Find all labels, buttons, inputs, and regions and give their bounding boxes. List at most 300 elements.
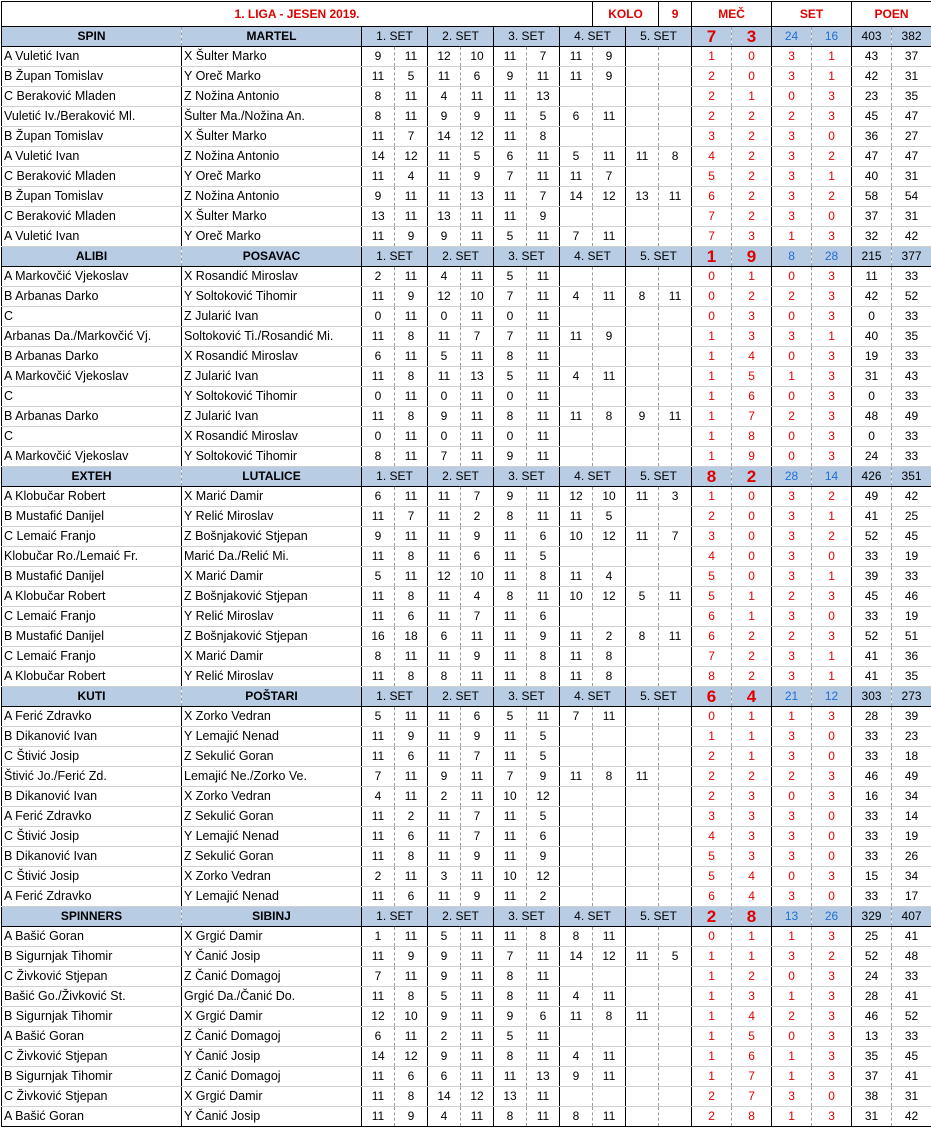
sets-total-away: 16 <box>812 27 852 47</box>
running-match-home: 2 <box>692 1087 732 1107</box>
set-score-cell <box>593 807 626 827</box>
game-sets-away: 3 <box>812 287 852 307</box>
points-total-home: 329 <box>852 907 892 927</box>
set-score-cell: 11 <box>527 147 560 167</box>
away-player: X Šulter Marko <box>182 207 362 227</box>
set-score-cell: 6 <box>560 107 593 127</box>
running-match-home: 6 <box>692 627 732 647</box>
game-points-home: 39 <box>852 567 892 587</box>
set-score-cell <box>593 347 626 367</box>
set-score-cell: 2 <box>362 267 395 287</box>
set-score-cell: 11 <box>395 387 428 407</box>
set-score-cell: 8 <box>494 407 527 427</box>
set-score-cell: 10 <box>494 787 527 807</box>
away-player: X Marić Damir <box>182 647 362 667</box>
set-score-cell <box>626 567 659 587</box>
set-score-cell: 6 <box>461 67 494 87</box>
game-points-away: 33 <box>892 347 931 367</box>
game-sets-away: 3 <box>812 787 852 807</box>
home-player: C Lemaić Franjo <box>2 607 182 627</box>
set-score-cell <box>626 1107 659 1127</box>
set-score-cell: 9 <box>494 487 527 507</box>
away-player: Y Čanić Josip <box>182 1107 362 1127</box>
home-player: B Sigurnjak Tihomir <box>2 1007 182 1027</box>
set-score-cell: 11 <box>395 207 428 227</box>
set-score-cell: 9 <box>428 407 461 427</box>
set-score-cell <box>560 727 593 747</box>
running-match-away: 1 <box>732 587 772 607</box>
home-player: C Štivić Josip <box>2 827 182 847</box>
game-sets-away: 3 <box>812 307 852 327</box>
game-points-home: 33 <box>852 547 892 567</box>
game-points-home: 0 <box>852 427 892 447</box>
set-score-cell: 11 <box>659 407 692 427</box>
set-score-cell: 4 <box>560 367 593 387</box>
set-score-cell: 4 <box>560 287 593 307</box>
game-sets-home: 0 <box>772 427 812 447</box>
set-score-cell: 11 <box>560 167 593 187</box>
set-score-cell: 12 <box>428 287 461 307</box>
game-row <box>2 347 931 367</box>
home-player: B Dikanović Ivan <box>2 847 182 867</box>
set-score-cell: 5 <box>527 807 560 827</box>
game-points-away: 47 <box>892 107 931 127</box>
match-header-row <box>2 247 931 267</box>
game-points-home: 45 <box>852 587 892 607</box>
set-score-cell: 5 <box>494 1027 527 1047</box>
set-score-cell: 7 <box>362 967 395 987</box>
set-score-cell <box>626 727 659 747</box>
set-score-cell: 11 <box>560 407 593 427</box>
game-sets-away: 3 <box>812 587 852 607</box>
running-match-away: 2 <box>732 647 772 667</box>
set-score-cell: 11 <box>428 547 461 567</box>
set-score-cell <box>659 867 692 887</box>
set-score-cell: 11 <box>593 1107 626 1127</box>
set-score-cell: 13 <box>527 1067 560 1087</box>
set-score-cell <box>626 447 659 467</box>
set-score-cell <box>593 207 626 227</box>
game-row <box>2 1067 931 1087</box>
league-title: 1. LIGA - JESEN 2019. <box>2 2 593 27</box>
game-points-away: 41 <box>892 927 931 947</box>
away-player: X Rosandić Miroslav <box>182 267 362 287</box>
set-score-cell: 0 <box>428 307 461 327</box>
match-header-row <box>2 687 931 707</box>
set-score-cell <box>626 847 659 867</box>
match-score-home: 6 <box>692 687 732 707</box>
set-score-cell <box>560 207 593 227</box>
set-score-cell <box>659 1047 692 1067</box>
set-score-cell: 5 <box>560 147 593 167</box>
set-score-cell: 11 <box>527 1047 560 1067</box>
game-sets-away: 1 <box>812 567 852 587</box>
set-score-cell <box>659 387 692 407</box>
running-match-away: 1 <box>732 607 772 627</box>
game-row <box>2 867 931 887</box>
away-player: Y Lemajić Nenad <box>182 887 362 907</box>
set-score-cell <box>593 1087 626 1107</box>
game-sets-away: 3 <box>812 987 852 1007</box>
set-score-cell <box>560 827 593 847</box>
running-match-away: 8 <box>732 427 772 447</box>
away-player: X Šulter Marko <box>182 127 362 147</box>
game-sets-home: 3 <box>772 67 812 87</box>
set-score-cell: 8 <box>494 987 527 1007</box>
set-score-cell: 11 <box>494 667 527 687</box>
set-score-cell: 11 <box>461 767 494 787</box>
set-column-header: 1. SET <box>362 907 428 927</box>
set-score-cell: 11 <box>494 207 527 227</box>
game-sets-away: 1 <box>812 667 852 687</box>
home-player: B Župan Tomislav <box>2 187 182 207</box>
set-score-cell: 9 <box>428 767 461 787</box>
game-sets-home: 1 <box>772 367 812 387</box>
game-points-home: 31 <box>852 367 892 387</box>
set-score-cell: 11 <box>659 187 692 207</box>
set-score-cell: 7 <box>461 827 494 847</box>
game-sets-home: 3 <box>772 807 812 827</box>
round-label: KOLO <box>593 2 659 27</box>
set-score-cell <box>659 847 692 867</box>
set-score-cell: 11 <box>659 287 692 307</box>
running-match-away: 5 <box>732 1027 772 1047</box>
home-player: B Mustafić Danijel <box>2 567 182 587</box>
set-score-cell <box>626 267 659 287</box>
home-player: C Beraković Mladen <box>2 87 182 107</box>
match-score-home: 1 <box>692 247 732 267</box>
home-player: A Bašić Goran <box>2 1027 182 1047</box>
game-sets-away: 0 <box>812 1087 852 1107</box>
game-sets-away: 3 <box>812 1047 852 1067</box>
set-score-cell <box>659 1027 692 1047</box>
set-score-cell: 11 <box>494 807 527 827</box>
home-player: C Štivić Josip <box>2 747 182 767</box>
set-score-cell: 8 <box>527 667 560 687</box>
away-player: Y Soltoković Tihomir <box>182 287 362 307</box>
game-sets-away: 1 <box>812 507 852 527</box>
set-score-cell: 7 <box>494 287 527 307</box>
set-score-cell: 14 <box>362 147 395 167</box>
running-match-away: 1 <box>732 927 772 947</box>
set-score-cell: 11 <box>461 447 494 467</box>
set-score-cell: 11 <box>527 427 560 447</box>
set-score-cell: 11 <box>494 927 527 947</box>
set-score-cell: 12 <box>593 587 626 607</box>
game-row <box>2 187 931 207</box>
away-player: Z Jularić Ivan <box>182 407 362 427</box>
set-score-cell: 5 <box>527 747 560 767</box>
set-score-cell: 11 <box>428 707 461 727</box>
game-sets-away: 3 <box>812 767 852 787</box>
set-score-cell: 11 <box>593 987 626 1007</box>
running-match-home: 2 <box>692 747 732 767</box>
set-score-cell: 3 <box>659 487 692 507</box>
running-match-away: 2 <box>732 167 772 187</box>
away-team-name: MARTEL <box>182 27 362 47</box>
game-points-home: 37 <box>852 1067 892 1087</box>
game-row <box>2 107 931 127</box>
running-match-home: 2 <box>692 107 732 127</box>
set-score-cell: 8 <box>626 287 659 307</box>
running-match-home: 1 <box>692 387 732 407</box>
set-score-cell: 11 <box>461 267 494 287</box>
game-points-home: 46 <box>852 767 892 787</box>
away-player: X Grgić Damir <box>182 927 362 947</box>
set-score-cell: 11 <box>527 707 560 727</box>
home-player: A Klobučar Robert <box>2 487 182 507</box>
set-score-cell: 11 <box>395 427 428 447</box>
set-score-cell: 14 <box>428 1087 461 1107</box>
game-points-home: 0 <box>852 307 892 327</box>
points-total-away: 377 <box>892 247 931 267</box>
set-score-cell <box>659 547 692 567</box>
running-match-home: 3 <box>692 527 732 547</box>
running-match-away: 3 <box>732 227 772 247</box>
set-score-cell <box>560 607 593 627</box>
running-match-home: 1 <box>692 727 732 747</box>
game-points-home: 41 <box>852 667 892 687</box>
set-score-cell: 11 <box>560 647 593 667</box>
game-points-away: 19 <box>892 607 931 627</box>
set-score-cell <box>659 447 692 467</box>
set-score-cell <box>659 767 692 787</box>
running-match-home: 2 <box>692 787 732 807</box>
set-score-cell <box>560 887 593 907</box>
game-sets-home: 2 <box>772 407 812 427</box>
set-score-cell: 11 <box>428 847 461 867</box>
set-score-cell <box>659 567 692 587</box>
set-score-cell: 7 <box>527 187 560 207</box>
away-player: Z Bošnjaković Stjepan <box>182 627 362 647</box>
set-column-header: 4. SET <box>560 467 626 487</box>
set-score-cell: 11 <box>626 527 659 547</box>
set-score-cell: 5 <box>494 707 527 727</box>
set-score-cell: 11 <box>395 647 428 667</box>
game-points-home: 58 <box>852 187 892 207</box>
set-score-cell <box>560 1087 593 1107</box>
running-match-home: 0 <box>692 267 732 287</box>
game-points-home: 42 <box>852 287 892 307</box>
set-score-cell: 4 <box>560 1047 593 1067</box>
set-score-cell <box>659 727 692 747</box>
game-row <box>2 207 931 227</box>
game-sets-away: 3 <box>812 1067 852 1087</box>
game-points-home: 32 <box>852 227 892 247</box>
home-team-name: EXTEH <box>2 467 182 487</box>
game-sets-home: 0 <box>772 867 812 887</box>
points-total-home: 426 <box>852 467 892 487</box>
game-row <box>2 627 931 647</box>
set-score-cell: 9 <box>395 227 428 247</box>
game-sets-home: 0 <box>772 787 812 807</box>
set-column-header: 2. SET <box>428 27 494 47</box>
set-score-cell: 11 <box>593 227 626 247</box>
set-score-cell: 2 <box>362 867 395 887</box>
set-column-header: 3. SET <box>494 907 560 927</box>
running-match-away: 3 <box>732 987 772 1007</box>
set-score-cell: 4 <box>560 987 593 1007</box>
set-score-cell: 11 <box>428 587 461 607</box>
game-sets-away: 3 <box>812 927 852 947</box>
set-score-cell: 6 <box>494 147 527 167</box>
game-row <box>2 307 931 327</box>
set-score-cell: 11 <box>461 1107 494 1127</box>
set-score-cell: 11 <box>362 827 395 847</box>
set-score-cell: 10 <box>494 867 527 887</box>
set-score-cell: 11 <box>461 967 494 987</box>
set-score-cell: 9 <box>461 167 494 187</box>
set-score-cell: 7 <box>461 327 494 347</box>
game-points-home: 33 <box>852 827 892 847</box>
set-score-cell <box>593 887 626 907</box>
set-column-header: 5. SET <box>626 247 692 267</box>
set-score-cell <box>593 747 626 767</box>
game-row <box>2 427 931 447</box>
set-score-cell: 7 <box>395 507 428 527</box>
set-score-cell: 11 <box>527 227 560 247</box>
home-player: B Mustafić Danijel <box>2 507 182 527</box>
set-score-cell: 11 <box>428 187 461 207</box>
away-player: Grgić Da./Čanić Do. <box>182 987 362 1007</box>
set-score-cell: 9 <box>428 227 461 247</box>
set-score-cell: 7 <box>362 767 395 787</box>
set-score-cell: 11 <box>560 567 593 587</box>
set-score-cell: 8 <box>428 667 461 687</box>
set-score-cell: 7 <box>494 327 527 347</box>
home-player: A Ferić Zdravko <box>2 807 182 827</box>
set-score-cell: 11 <box>626 947 659 967</box>
game-points-home: 11 <box>852 267 892 287</box>
set-score-cell: 5 <box>428 987 461 1007</box>
running-match-home: 0 <box>692 927 732 947</box>
game-sets-home: 0 <box>772 387 812 407</box>
set-score-cell: 2 <box>395 807 428 827</box>
set-score-cell <box>626 547 659 567</box>
game-sets-home: 3 <box>772 887 812 907</box>
set-score-cell: 9 <box>461 527 494 547</box>
set-score-cell: 11 <box>527 67 560 87</box>
set-score-cell: 8 <box>527 127 560 147</box>
set-score-cell <box>659 167 692 187</box>
game-sets-home: 3 <box>772 607 812 627</box>
game-row <box>2 327 931 347</box>
set-score-cell: 11 <box>527 447 560 467</box>
home-team-name: SPIN <box>2 27 182 47</box>
set-score-cell <box>560 127 593 147</box>
round-value: 9 <box>659 2 692 27</box>
game-row <box>2 567 931 587</box>
game-points-away: 37 <box>892 47 931 67</box>
running-match-away: 1 <box>732 87 772 107</box>
running-match-away: 2 <box>732 967 772 987</box>
set-score-cell: 11 <box>362 167 395 187</box>
away-player: Y Relić Miroslav <box>182 507 362 527</box>
game-sets-away: 3 <box>812 1007 852 1027</box>
set-score-cell: 11 <box>626 147 659 167</box>
set-score-cell <box>626 107 659 127</box>
game-sets-away: 0 <box>812 727 852 747</box>
set-column-header: 2. SET <box>428 907 494 927</box>
game-points-away: 45 <box>892 1047 931 1067</box>
game-points-away: 51 <box>892 627 931 647</box>
game-sets-home: 2 <box>772 287 812 307</box>
running-match-home: 8 <box>692 667 732 687</box>
set-score-cell: 2 <box>428 1027 461 1047</box>
set-score-cell: 11 <box>494 107 527 127</box>
set-score-cell: 11 <box>362 1087 395 1107</box>
set-column-header: 4. SET <box>560 907 626 927</box>
home-team-name: ALIBI <box>2 247 182 267</box>
set-score-cell: 13 <box>527 87 560 107</box>
set-score-cell: 10 <box>395 1007 428 1027</box>
away-player: Z Sekulić Goran <box>182 847 362 867</box>
set-score-cell: 11 <box>494 627 527 647</box>
set-score-cell: 11 <box>362 1067 395 1087</box>
game-row <box>2 967 931 987</box>
set-score-cell: 11 <box>362 67 395 87</box>
set-score-cell <box>659 67 692 87</box>
set-score-cell <box>626 987 659 1007</box>
set-score-cell: 0 <box>428 427 461 447</box>
set-score-cell: 18 <box>395 627 428 647</box>
set-score-cell <box>659 967 692 987</box>
home-player: A Markovčić Vjekoslav <box>2 447 182 467</box>
set-score-cell: 16 <box>362 627 395 647</box>
set-score-cell: 11 <box>527 167 560 187</box>
set-score-cell: 8 <box>395 547 428 567</box>
match-score-away: 4 <box>732 687 772 707</box>
sets-total-home: 8 <box>772 247 812 267</box>
game-row <box>2 1027 931 1047</box>
set-score-cell: 9 <box>395 1107 428 1127</box>
set-score-cell: 5 <box>494 367 527 387</box>
set-score-cell: 8 <box>395 987 428 1007</box>
set-score-cell: 11 <box>395 867 428 887</box>
away-player: X Zorko Vedran <box>182 867 362 887</box>
set-score-cell: 6 <box>362 1027 395 1047</box>
set-score-cell: 11 <box>362 667 395 687</box>
set-score-cell <box>659 327 692 347</box>
set-score-cell: 12 <box>593 187 626 207</box>
running-match-home: 1 <box>692 1027 732 1047</box>
set-score-cell: 11 <box>560 327 593 347</box>
game-sets-away: 3 <box>812 867 852 887</box>
set-score-cell: 11 <box>461 1067 494 1087</box>
set-score-cell: 11 <box>659 587 692 607</box>
set-score-cell: 11 <box>461 227 494 247</box>
set-score-cell: 6 <box>527 1007 560 1027</box>
game-row <box>2 127 931 147</box>
set-score-cell: 5 <box>527 727 560 747</box>
set-score-cell <box>593 607 626 627</box>
set-score-cell: 13 <box>362 207 395 227</box>
set-score-cell: 11 <box>428 607 461 627</box>
game-sets-home: 3 <box>772 127 812 147</box>
set-score-cell <box>560 807 593 827</box>
set-score-cell: 7 <box>494 767 527 787</box>
running-match-home: 2 <box>692 767 732 787</box>
game-sets-home: 3 <box>772 187 812 207</box>
set-column-header: 1. SET <box>362 247 428 267</box>
set-score-cell <box>659 807 692 827</box>
set-score-cell: 8 <box>362 107 395 127</box>
points-total-away: 273 <box>892 687 931 707</box>
set-score-cell: 11 <box>626 1007 659 1027</box>
set-score-cell: 11 <box>362 727 395 747</box>
set-score-cell: 7 <box>461 747 494 767</box>
home-player: Štivić Jo./Ferić Zd. <box>2 767 182 787</box>
